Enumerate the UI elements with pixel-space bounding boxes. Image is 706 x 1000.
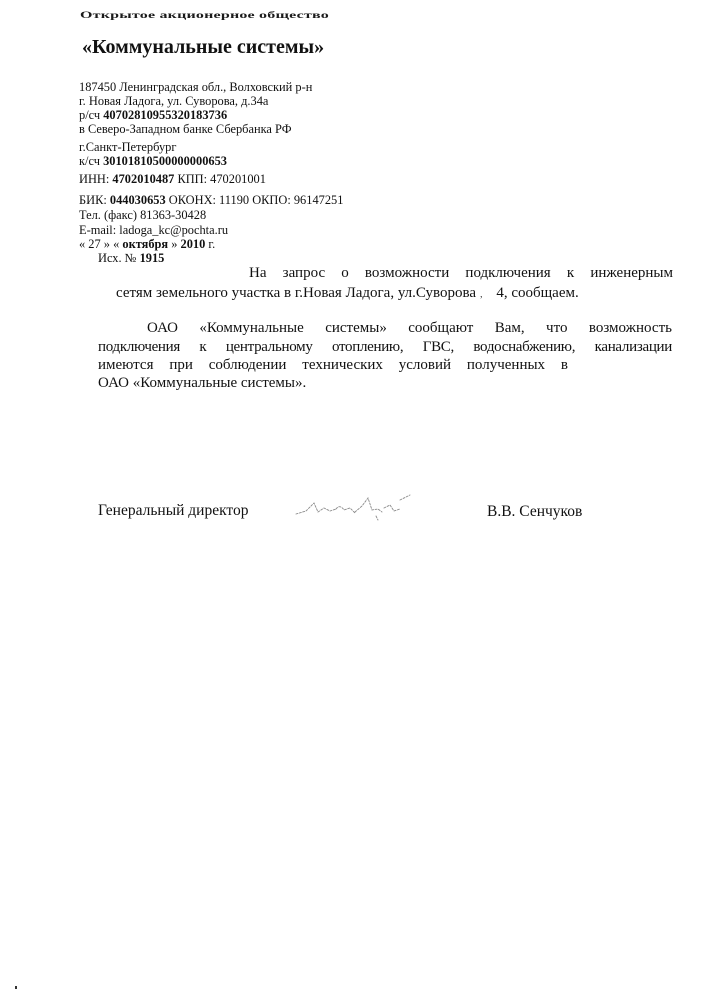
para-line-1: ОАО «Коммунальные системы» сообщают Вам, что возможность (147, 320, 672, 336)
inn-kpp: ИНН: 4702010487 КПП: 470201001 (79, 172, 266, 186)
address-line-2: г. Новая Ладога, ул. Суворова, д.34а (79, 94, 269, 108)
para-line-3: имеются при соблюдении технических условий полученных в (98, 357, 568, 373)
intro-line-1: На запрос о возможности подключения к инженерным (249, 265, 673, 281)
signatory-name: В.В. Сенчуков (487, 503, 583, 520)
handwritten-signature (292, 490, 422, 526)
intro-line-2: сетям земельного участка в г.Новая Ладога, ул.Суворова , 4, сообщаем. (116, 285, 579, 301)
outgoing-number: Исх. № 1915 (98, 251, 165, 265)
address-line-1: 187450 Ленинградская обл., Волховский р-н (79, 80, 313, 94)
scan-speck (15, 986, 17, 989)
phone-fax: Тел. (факс) 81363-30428 (79, 208, 207, 222)
org-type: Открытое акционерное общество (80, 10, 329, 21)
signatory-position: Генеральный директор (98, 502, 249, 519)
org-name: «Коммунальные системы» (82, 36, 325, 58)
settlement-account: р/сч 40702810955320183736 (79, 108, 228, 122)
bank-name: в Северо-Западном банке Сбербанка РФ (79, 122, 292, 136)
correspondent-account: к/сч 30101810500000000653 (79, 154, 227, 168)
para-line-2: подключения к центральному отоплению, ГВС, водоснабжению, канализации (98, 339, 672, 355)
email: E-mail: ladoga_kc@pochta.ru (79, 223, 229, 237)
para-line-4: ОАО «Коммунальные системы». (98, 375, 307, 391)
bik-okonh-okpo: БИК: 044030653 ОКОНХ: 11190 ОКПО: 96147251 (79, 193, 344, 207)
bank-city: г.Санкт-Петербург (79, 140, 177, 154)
document-date: « 27 » « октября » 2010 г. (79, 237, 216, 251)
